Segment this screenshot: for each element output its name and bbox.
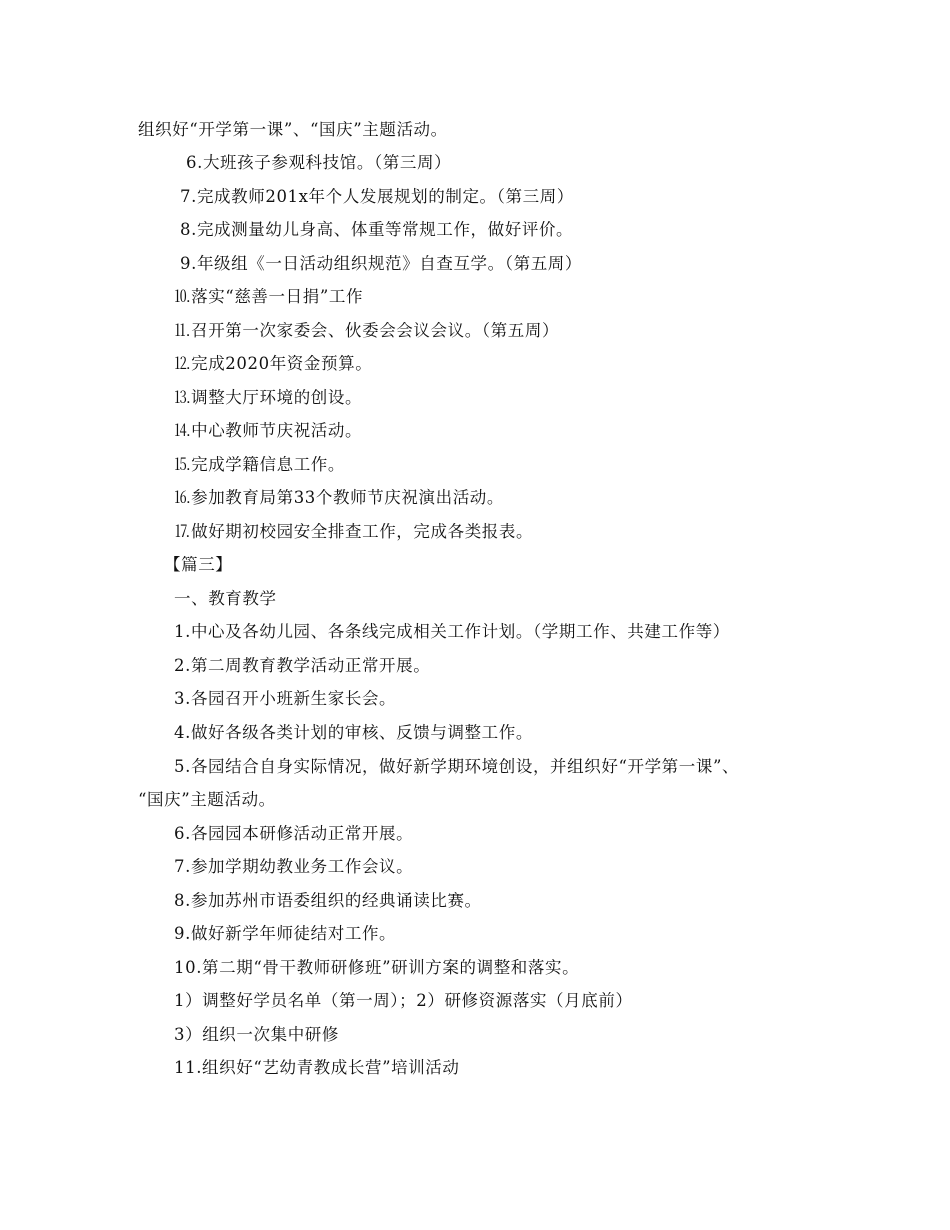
list-item: ⒓完成2020年资金预算。 — [174, 354, 373, 373]
list-item: 9.做好新学年师徒结对工作。 — [174, 924, 397, 943]
list-item: ⒒召开第一次家委会、伙委会会议会议。（第五周） — [174, 321, 560, 340]
text-line: 组织好“开学第一课”、“国庆”主题活动。 — [138, 120, 448, 139]
list-item: 9.年级组《一日活动组织规范》自查互学。（第五周） — [180, 254, 582, 273]
list-item: 6.各园园本研修活动正常开展。 — [174, 824, 414, 843]
list-item: 7.参加学期幼教业务工作会议。 — [174, 857, 414, 876]
text-line: “国庆”主题活动。 — [138, 790, 276, 809]
list-item: ⒔调整大厅环境的创设。 — [174, 388, 363, 407]
list-item: ⒕中心教师节庆祝活动。 — [174, 421, 363, 440]
list-item: 1.中心及各幼儿园、各条线完成相关工作计划。（学期工作、共建工作等） — [174, 622, 730, 641]
list-item: 6.大班孩子参观科技馆。（第三周） — [186, 153, 452, 172]
list-item: 10.第二期“骨干教师研修班”研训方案的调整和落实。 — [174, 958, 580, 977]
list-item: 8.完成测量幼儿身高、体重等常规工作，做好评价。 — [180, 220, 574, 239]
subsection-heading: 一、教育教学 — [174, 589, 277, 608]
list-item: 2.第二周教育教学活动正常开展。 — [174, 656, 431, 675]
list-item: 3.各园召开小班新生家长会。 — [174, 689, 397, 708]
list-item: 11.组织好“艺幼青教成长营”培训活动 — [174, 1058, 460, 1077]
list-item: 5.各园结合自身实际情况，做好新学期环境创设，并组织好“开学第一课”、 — [174, 757, 740, 776]
list-item: ⒘做好期初校园安全排查工作，完成各类报表。 — [174, 522, 534, 541]
section-heading: 【篇三】 — [164, 555, 233, 574]
list-item: 1）调整好学员名单（第一周）；2）研修资源落实（月底前） — [174, 991, 633, 1010]
list-item: ⒑落实“慈善一日捐”工作 — [174, 287, 364, 306]
list-item: ⒗参加教育局第33个教师节庆祝演出活动。 — [174, 488, 504, 507]
list-item: 3）组织一次集中研修 — [174, 1025, 339, 1044]
list-item: 7.完成教师201x年个人发展规划的制定。（第三周） — [180, 187, 574, 206]
list-item: ⒖完成学籍信息工作。 — [174, 455, 345, 474]
list-item: 4.做好各级各类计划的审核、反馈与调整工作。 — [174, 723, 533, 742]
list-item: 8.参加苏州市语委组织的经典诵读比赛。 — [174, 891, 482, 910]
